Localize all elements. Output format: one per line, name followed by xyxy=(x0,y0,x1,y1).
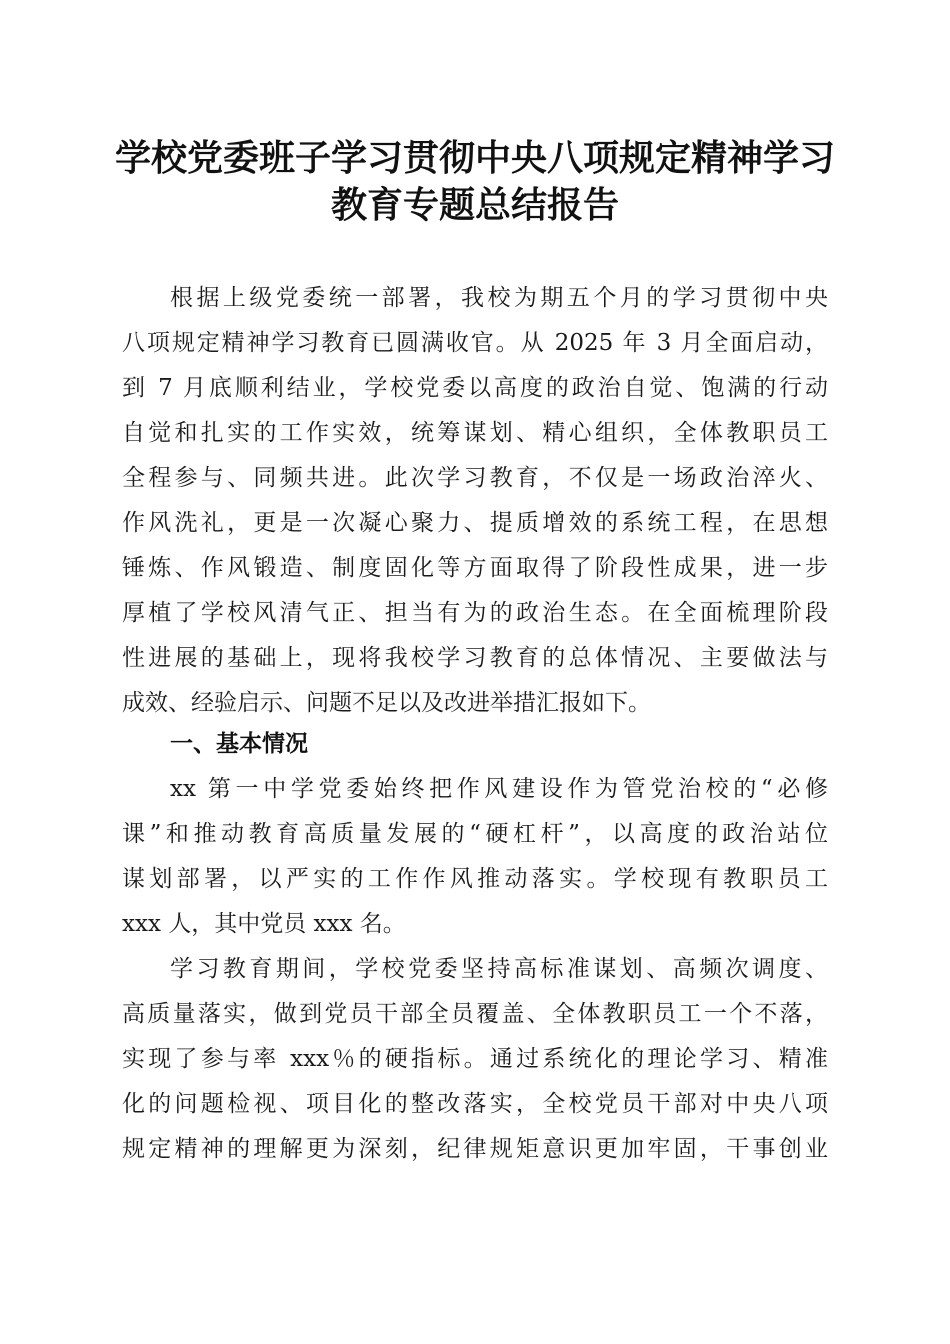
paragraph-1-line: 性进展的基础上，现将我校学习教育的总体情况、主要做法与 xyxy=(122,645,828,671)
paragraph-1-line: 根据上级党委统一部署，我校为期五个月的学习贯彻中央 xyxy=(170,285,828,311)
paragraph-3-line: 实现了参与率 xxx％的硬指标。通过系统化的理论学习、精准 xyxy=(122,1046,828,1072)
paragraph-1-line: 成效、经验启示、问题不足以及改进举措汇报如下。 xyxy=(122,690,651,716)
paragraph-3-line: 化的问题检视、项目化的整改落实，全校党员干部对中央八项 xyxy=(122,1091,828,1117)
paragraph-3-line: 学习教育期间，学校党委坚持高标准谋划、高频次调度、 xyxy=(170,956,828,982)
paragraph-2-line: 课”和推动教育高质量发展的“硬杠杆”，以高度的政治站位 xyxy=(122,821,828,847)
paragraph-2-line: xxx 人，其中党员 xxx 名。 xyxy=(122,911,406,937)
document-title-line-2: 教育专题总结报告 xyxy=(330,184,619,226)
paragraph-1-line: 作风洗礼，更是一次凝心聚力、提质增效的系统工程，在思想 xyxy=(122,510,828,536)
document-title-line-1: 学校党委班子学习贯彻中央八项规定精神学习 xyxy=(114,137,835,179)
paragraph-3-line: 高质量落实，做到党员干部全员覆盖、全体教职员工一个不落， xyxy=(122,1001,828,1027)
paragraph-1-line: 全程参与、同频共进。此次学习教育，不仅是一场政治淬火、 xyxy=(122,465,828,491)
paragraph-3-line: 规定精神的理解更为深刻，纪律规矩意识更加牢固，干事创业 xyxy=(122,1136,828,1162)
paragraph-1-line: 锤炼、作风锻造、制度固化等方面取得了阶段性成果，进一步 xyxy=(122,555,828,581)
paragraph-1-line: 八项规定精神学习教育已圆满收官。从 2025 年 3 月全面启动， xyxy=(122,330,828,356)
paragraph-1-line: 到 7 月底顺利结业，学校党委以高度的政治自觉、饱满的行动 xyxy=(122,375,828,401)
paragraph-2-line: xx 第一中学党委始终把作风建设作为管党治校的“必修 xyxy=(170,776,828,802)
section-heading-1: 一、基本情况 xyxy=(170,731,308,757)
paragraph-1-line: 厚植了学校风清气正、担当有为的政治生态。在全面梳理阶段 xyxy=(122,600,828,626)
paragraph-1-line: 自觉和扎实的工作实效，统筹谋划、精心组织，全体教职员工 xyxy=(122,420,828,446)
paragraph-2-line: 谋划部署，以严实的工作作风推动落实。学校现有教职员工 xyxy=(122,866,828,892)
